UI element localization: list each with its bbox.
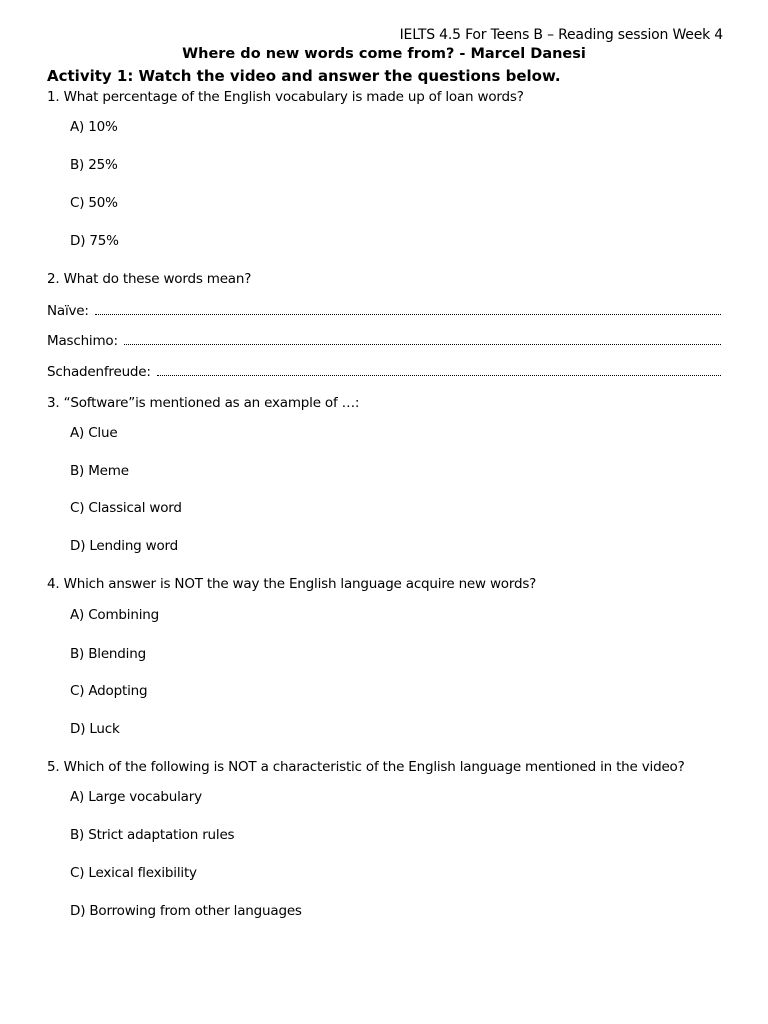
- q5-option-b: B) Strict adaptation rules: [70, 827, 235, 843]
- question-5: 5. Which of the following is NOT a characteristic of the English language mentioned in the video?: [47, 759, 685, 775]
- q5-option-a: A) Large vocabulary: [70, 789, 202, 805]
- activity-heading: Activity 1: Watch the video and answer the questions below.: [47, 67, 561, 85]
- q1-option-a: A) 10%: [70, 119, 118, 135]
- term-maschimo: Maschimo:: [47, 333, 118, 349]
- question-4: 4. Which answer is NOT the way the English language acquire new words?: [47, 576, 537, 592]
- q1-option-d: D) 75%: [70, 233, 119, 249]
- q1-option-c: C) 50%: [70, 195, 118, 211]
- definition-line-maschimo: [47, 333, 721, 349]
- definition-line-schadenfreude: [47, 364, 721, 380]
- question-1: 1. What percentage of the English vocabulary is made up of loan words?: [47, 89, 524, 105]
- header-course-info: IELTS 4.5 For Teens B – Reading session Week 4: [399, 27, 723, 43]
- q1-option-b: B) 25%: [70, 157, 118, 173]
- q3-option-b: B) Meme: [70, 463, 129, 479]
- term-naive: Naïve:: [47, 303, 89, 319]
- answer-dotted-line: [157, 364, 721, 376]
- q4-option-a: A) Combining: [70, 607, 159, 623]
- q5-option-d: D) Borrowing from other languages: [70, 903, 302, 919]
- answer-dotted-line: [95, 303, 721, 315]
- q3-option-c: C) Classical word: [70, 500, 182, 516]
- q3-option-a: A) Clue: [70, 425, 118, 441]
- q5-option-c: C) Lexical flexibility: [70, 865, 197, 881]
- worksheet-title: Where do new words come from? - Marcel Danesi: [182, 46, 586, 62]
- q4-option-b: B) Blending: [70, 646, 146, 662]
- answer-dotted-line: [124, 333, 721, 345]
- q3-option-d: D) Lending word: [70, 538, 179, 554]
- definition-line-naive: [47, 303, 721, 319]
- question-3: 3. “Software”is mentioned as an example of …:: [47, 395, 360, 411]
- question-2: 2. What do these words mean?: [47, 271, 252, 287]
- q4-option-c: C) Adopting: [70, 683, 148, 699]
- q4-option-d: D) Luck: [70, 721, 120, 737]
- term-schadenfreude: Schadenfreude:: [47, 364, 151, 380]
